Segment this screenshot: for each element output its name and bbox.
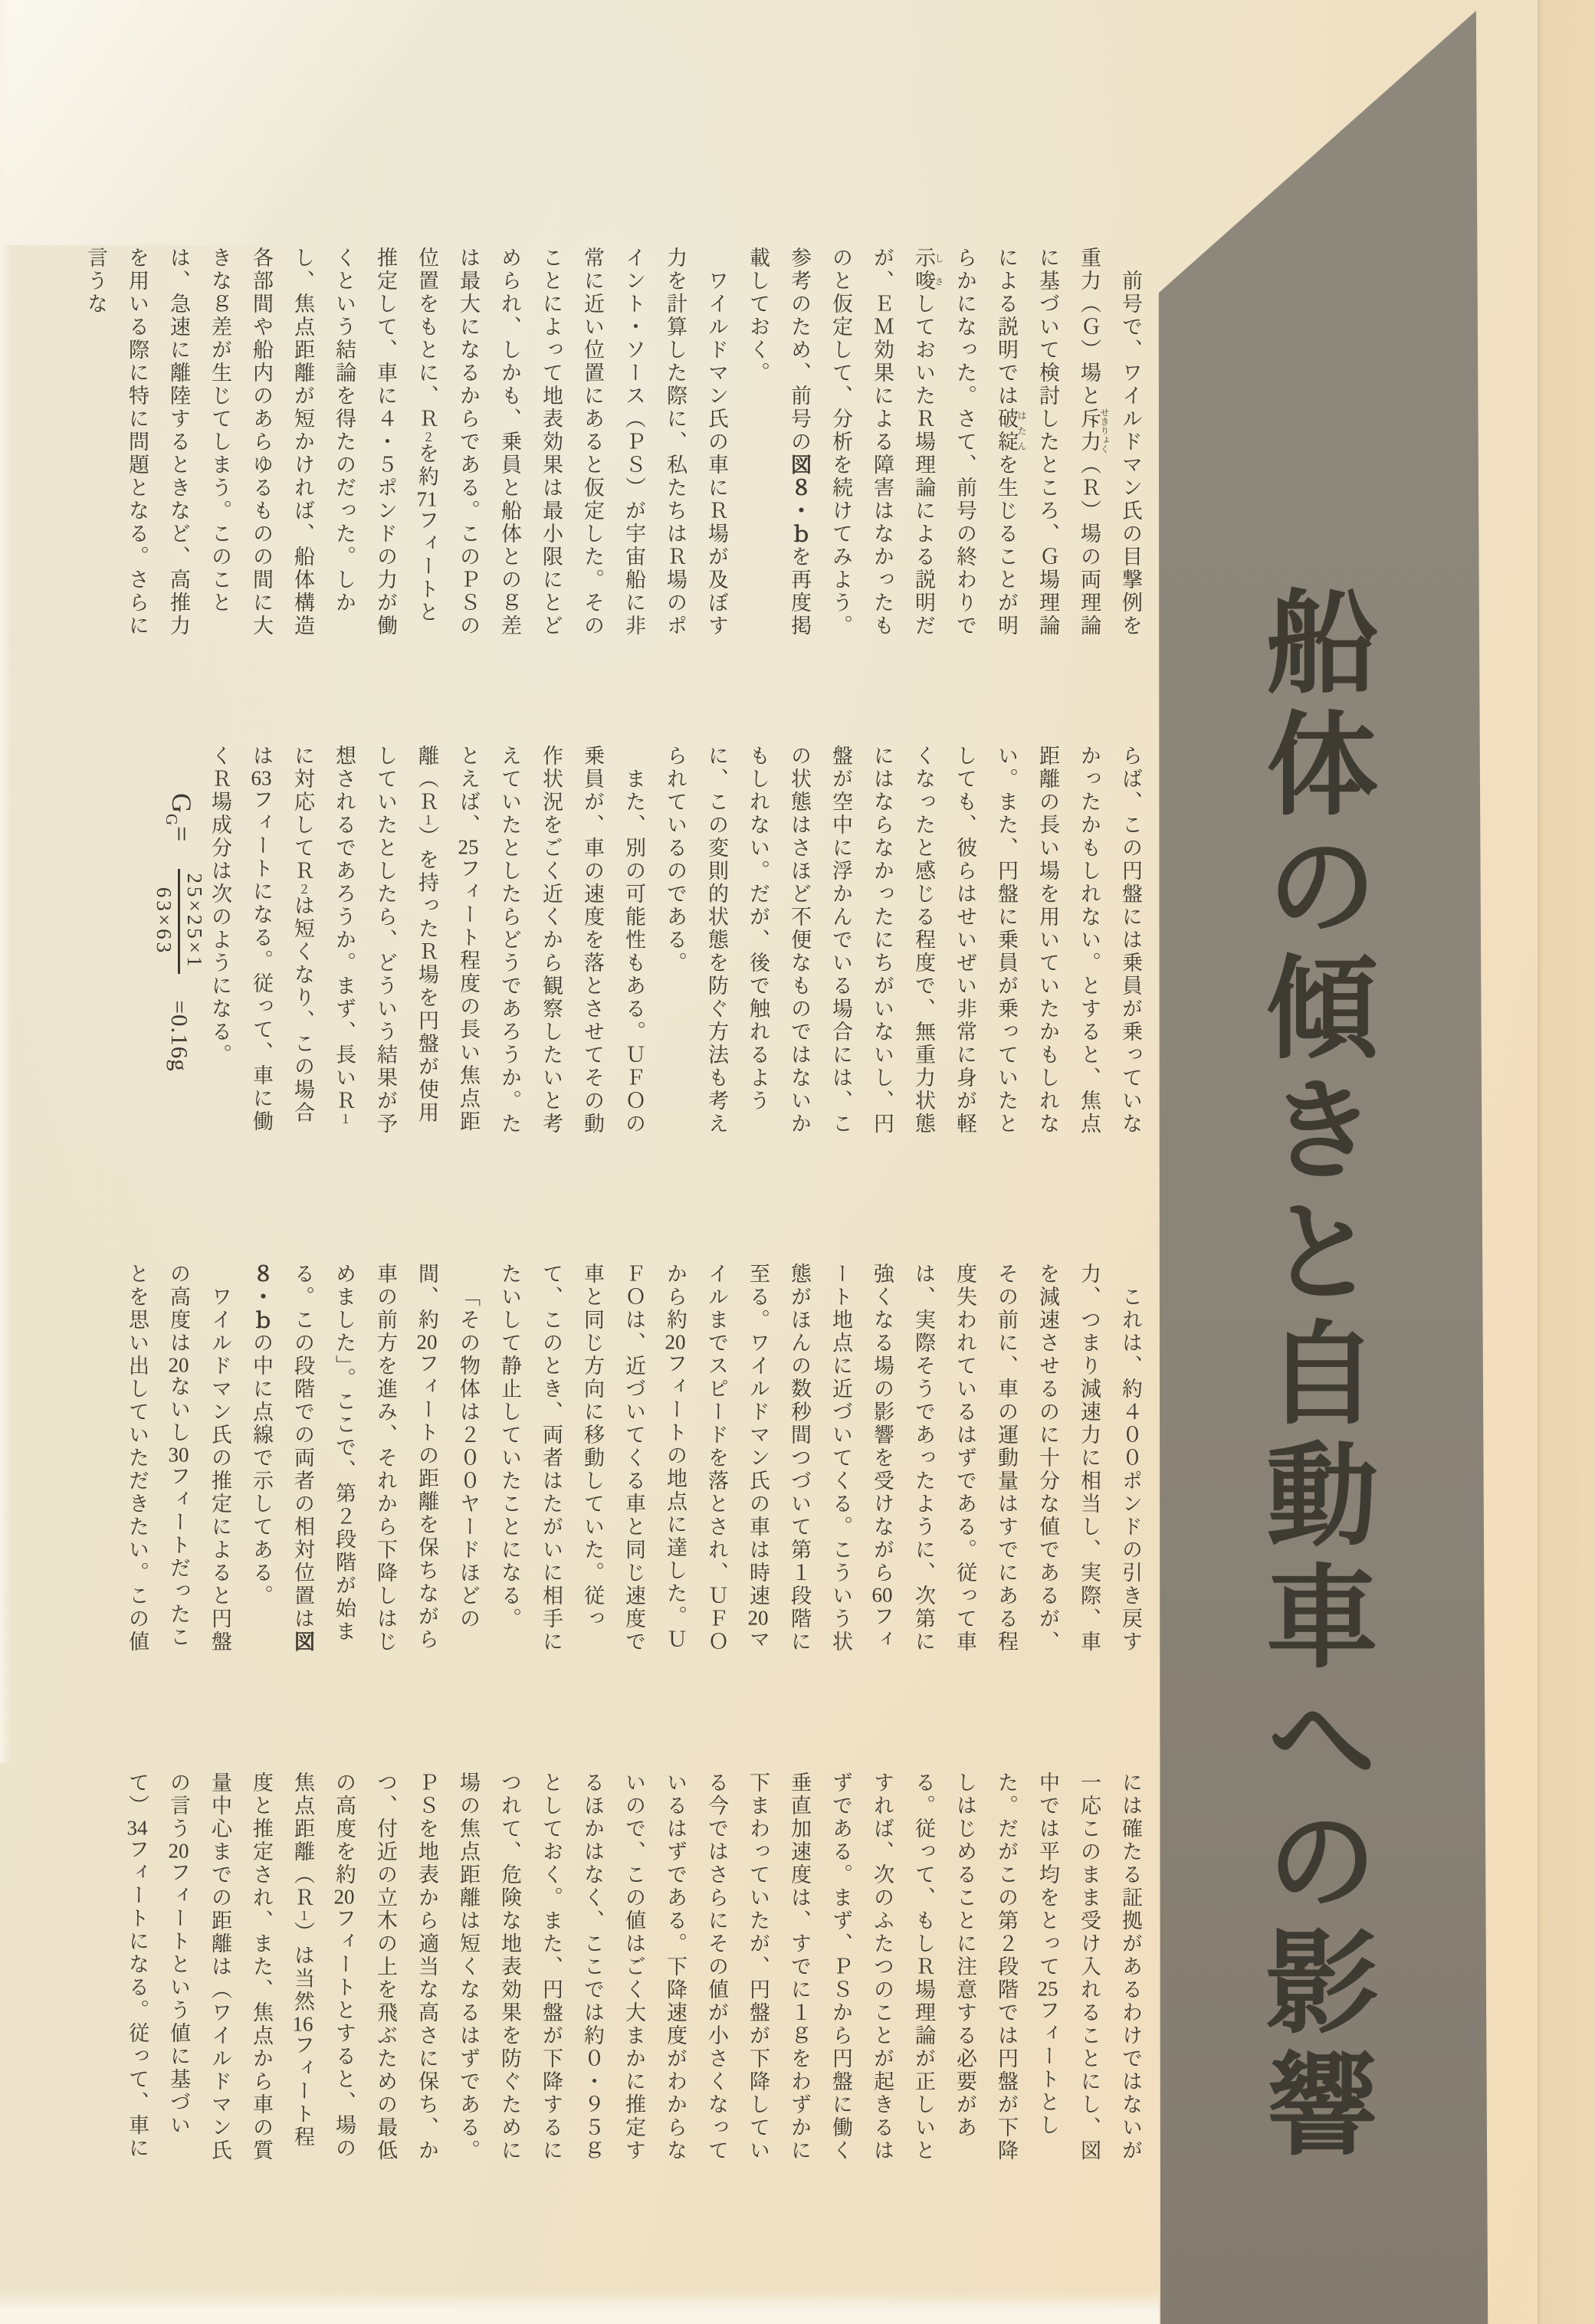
formula-fraction — [153, 851, 207, 991]
text-segment: 34 — [126, 1818, 148, 1838]
text-segment: １ — [421, 814, 434, 826]
text-segment: １ — [297, 1909, 310, 1922]
text-segment: ）は当然 — [291, 1921, 314, 2014]
text-segment: 63 — [251, 768, 272, 788]
text-segment: フィート程度の長い焦点距離（Ｒ — [415, 745, 480, 1133]
text-segment: フィート地点に近づいてくる。こういう状態がほんの数秒間つづいて第１段階に至る。ワイルドマン氏の車は時速 — [747, 1263, 894, 1654]
text-segment: 「その物体は２００ヤードほどの間、約 — [415, 1263, 480, 1631]
text-segment: フィートになる。従って、車に — [126, 1838, 149, 2160]
text-segment: らば、この円盤には乗員が乗っていなかったかもしれない。とすると、焦点距離の長い場を用いていたかもしれない。また、円盤に乗員が乗っていたとしても、彼らはせいぜい非常に身が軽くなったと感じる程度で、無重力状態にはならなかったにちがいないし、円盤が空中に浮かんでいる場合には、この状態はさほど不便なものではないかもしれない。だが、後で触れるように、この変則的状態を防ぐ方法も考えられているのである。 — [664, 745, 1142, 1136]
text-band-1 — [84, 247, 1151, 641]
text-segment: フィートになる。従って、車に働くＲ場成分は次のようになる。 — [208, 745, 273, 1133]
text-segment: ２ — [297, 883, 310, 895]
paragraph — [199, 745, 655, 1139]
text-segment: ワイルドマン氏の車にＲ場が及ぼす力を計算した際に、私たちはＲ場のポイント・ソース（ＰＳ）が宇宙船に非常に近い位置にあると仮定した。そのことによって地表効果は最小限にとどめられ、しかも、乗員と船体とのｇ差は最大になるからである。このＰＳの位置をもとに、Ｒ — [415, 247, 728, 638]
text-band-4 — [117, 1772, 1151, 2165]
text-band-3 — [117, 1263, 1151, 1657]
text-segment: ないし — [167, 1375, 190, 1444]
text-segment: フィートとした。だがこの第２段階では円盤が下降しはじめることに注意する必要がある。従って、もしＲ場理論が正しいとすれば、次のふたつのことが起きるはずである。まず、ＰＳから円盤に働く垂直加速度は、すでに１ｇをわずかに下まわっていたが、円盤が下降している今ではさらにその値が小さくなっているはずである。下降速度がわからないので、この値はごく大まかに推定するほかはなく、ここでは約０・９５ｇとしておく。また、円盤が下降するにつれて、危険な地表効果を防ぐために場の焦点距離は短くなるはずである。ＰＳを地表から適当な高さに保ち、かつ、付近の立木の上を飛ぶための最低の高度を約 — [333, 1772, 1059, 2162]
text-segment: ワイルドマン氏の推定によると円盤の高度は — [167, 1263, 231, 1654]
text-segment: （Ｒ）場の両理論に基づいて検討したところ、Ｇ場理論による説明では — [995, 247, 1101, 638]
text-segment: 16 — [292, 2013, 313, 2034]
text-segment: 20 — [168, 1841, 189, 1861]
paragraph — [737, 247, 1151, 641]
formula-denominator: 63×63 — [153, 887, 176, 956]
formula-content — [129, 793, 230, 1086]
text-segment: 前号で、ワイルドマン氏の目撃例を重力（Ｇ）場と — [1078, 247, 1142, 638]
text-segment: 示唆しさ — [912, 247, 944, 293]
page-bottom-edge — [0, 2291, 1159, 2324]
paragraph — [241, 1263, 489, 1657]
text-segment: の中に点線で示してある。 — [250, 1332, 273, 1608]
formula-lhs: $G_G=$ — [162, 793, 197, 843]
text-segment: 60 — [871, 1585, 893, 1605]
text-segment: フィートとすると、場の焦点距離（Ｒ — [291, 1772, 356, 2160]
text-segment: 25 — [1037, 1978, 1058, 1999]
text-segment: また、別の可能性もある。ＵＦＯの乗員が、車の速度を落とさせてその動作状況をごく近くから観察したいと考えていたとしたらどうであろうか。たとえば、 — [457, 745, 645, 1136]
paragraph — [489, 1263, 1151, 1657]
formula-result: =0.16g — [166, 1000, 193, 1072]
text-segment: 20 — [665, 1332, 686, 1352]
text-segment: ２ — [421, 431, 434, 443]
text-segment: に対応してＲ — [291, 745, 314, 883]
text-band-2 — [199, 745, 1151, 1139]
article-title: 船体の傾きと自動車への影響 — [1250, 584, 1375, 2168]
scan-left-edge — [0, 0, 12, 1762]
text-segment: マイルまでスピードを落とされ、ＵＦＯから約 — [664, 1263, 770, 1654]
text-segment: １ — [338, 1113, 351, 1125]
scan-light-corner — [0, 0, 598, 245]
text-segment: 71 — [416, 488, 438, 510]
text-segment: フィートと推定して、車に４・５ポンドの力が働くという結論を得たのだった。しかし、焦点距離が短かければ、船体構造各部間や船内のあらゆるものの間に大きなｇ差が生じてしまう。このことは、急速に離陸するときなど、高推力を用いる際に特に問題となる。さらに言うな — [84, 247, 438, 638]
text-segment: フィート程度と推定され、また、焦点から車の質量中心までの距離は（ワイルドマン氏の言う — [167, 1772, 314, 2162]
formula-numerator: 25×25×1 — [179, 869, 207, 975]
text-segment: ）を持ったＲ場を円盤が使用していたとしたら、どういう結果が予想されるであろうか。まず、長いＲ — [333, 745, 438, 1136]
text-segment: は短くなり、この場合は — [250, 745, 314, 1125]
text-segment: しておいたＲ場理論による説明だが、ＥＭ効果による障害はなかったものと仮定して、分析を続けてみよう。参考のため、前号の — [788, 247, 935, 638]
text-segment: を約 — [415, 442, 438, 489]
text-segment: 30 — [168, 1444, 189, 1465]
text-segment: 20 — [747, 1608, 769, 1628]
text-segment: 20 — [416, 1332, 438, 1352]
text-segment: を生じることが明らかになった。さて、前号の終わりで — [953, 247, 1018, 638]
g-field-formula — [129, 793, 230, 1086]
text-segment: を再度掲載しておく。 — [747, 247, 811, 638]
text-segment: 20 — [168, 1355, 189, 1375]
text-segment: 破綻はたん — [995, 408, 1027, 454]
text-segment: フィートだったことを思い出していただきたい。この値 — [126, 1263, 190, 1654]
text-segment: フィートの距離を保ちながら車の前方を進み、それから下降しはじめました」。ここで、第２段階が始まる。この段階での両者の相対位置は — [291, 1263, 438, 1654]
text-segment: フィートという値に基づいて） — [126, 1772, 190, 2137]
page-right-edge — [1538, 0, 1595, 2324]
text-segment: 25 — [458, 837, 479, 857]
paragraph — [655, 745, 1151, 1139]
text-segment: 斥力せきりょく — [1078, 408, 1110, 454]
paragraph — [75, 247, 737, 641]
text-segment: これは、約４００ポンドの引き戻す力、つまり減速力に相当し、実際、車を減速させるのに十分な値であるが、その前に、車の運動量はすでにある程度失われているはずである。従って車は、実際そうであったように、次第に強くなる場の影響を受けながら — [871, 1263, 1142, 1654]
paragraph — [117, 1263, 241, 1657]
text-segment: 20 — [333, 1886, 355, 1907]
text-segment: には確たる証拠があるわけではないが一応このまま受け入れることにし、図中では平均をとって — [1036, 1772, 1142, 2162]
text-segment: 図８・ｂ — [788, 454, 811, 546]
text-segment: 図８・ｂ — [250, 1263, 314, 1654]
paragraph — [117, 1772, 1151, 2165]
text-segment: フィートの地点に達した。ＵＦＯは、近づいてくる車と同じ速度で車と同じ方向に移動していた。従って、このとき、両者はたがいに相手にたいして静止していたことになる。 — [498, 1263, 687, 1654]
